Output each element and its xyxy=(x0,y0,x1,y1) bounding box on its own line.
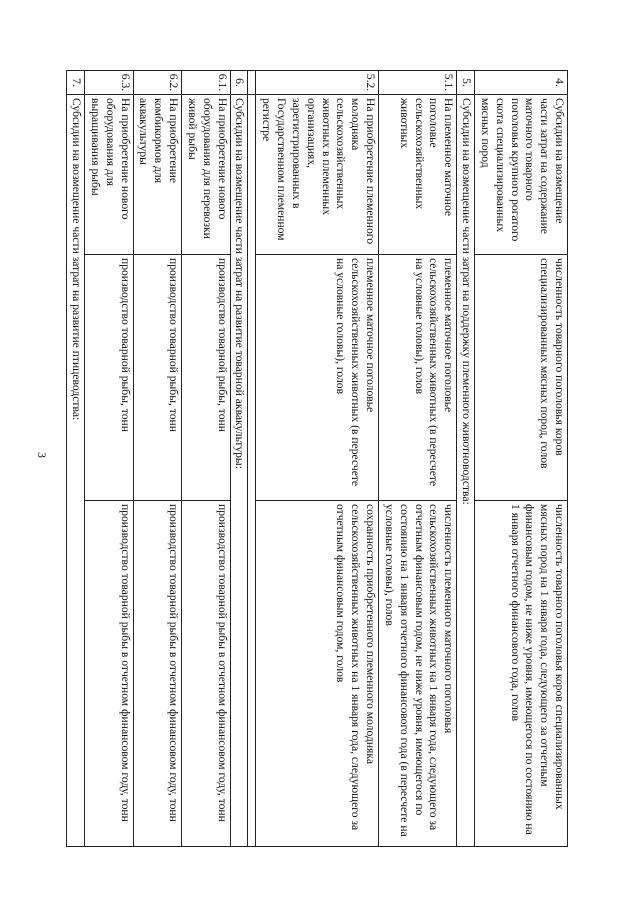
document-table-wrapper xyxy=(66,70,568,846)
section-row xyxy=(230,71,248,847)
blank-cell xyxy=(248,71,256,95)
table-row xyxy=(182,71,230,847)
section-title-cell: Субсидии на возмещение части затрат на развитие птицеводства: xyxy=(67,95,85,847)
result-indicator-cell: производство товарной рыбы в отчетном финансовом году, тонн xyxy=(182,501,230,847)
table-body xyxy=(67,71,568,847)
row-number: 6.1. xyxy=(182,71,230,95)
calculation-base-cell: производство товарной рыбы, тонн xyxy=(133,255,181,501)
table-row xyxy=(85,71,133,847)
result-indicator-cell: сохранность приобретенного племенного молодняка сельскохозяйственных животных на 1 января года, следующего за отчетным финансовым годом, голов xyxy=(256,501,379,847)
blank-cell xyxy=(248,95,256,847)
subsidy-name-cell: На приобретение комбикормов для аквакультуры xyxy=(133,95,181,255)
table-row xyxy=(133,71,181,847)
section-row xyxy=(457,71,475,847)
calculation-base-cell: численность товарного поголовья коров специализированных мясных пород, голов xyxy=(475,255,568,501)
calculation-base-cell: племенное маточное поголовье сельскохозяйственных животных (в пересчете на условные головы), голов xyxy=(256,255,379,501)
calculation-base-cell: производство товарной рыбы, тонн xyxy=(182,255,230,501)
section-number: 5. xyxy=(457,71,475,95)
result-indicator-cell: производство товарной рыбы в отчетном финансовом году, тонн xyxy=(85,501,133,847)
section-title-cell: Субсидии на возмещение части затрат на поддержку племенного животноводства: xyxy=(457,95,475,847)
section-number: 6. xyxy=(230,71,248,95)
calculation-base-cell: производство товарной рыбы, тонн xyxy=(85,255,133,501)
table-row xyxy=(256,71,379,847)
table-row xyxy=(379,71,457,847)
subsidies-table xyxy=(66,70,568,847)
row-number: 6.3. xyxy=(85,71,133,95)
row-number: 5.1. xyxy=(379,71,457,95)
subsidy-name-cell: На племенное маточное поголовье сельскохозяйственных животных xyxy=(379,95,457,255)
section-title-cell: Субсидии на возмещение части затрат на развитие товарной аквакультуры: xyxy=(230,95,248,847)
row-number: 5.2. xyxy=(256,71,379,95)
section-number: 7. xyxy=(67,71,85,95)
result-indicator-cell: численность товарного поголовья коров специализированных мясных пород на 1 января года, следующего за отчетным финансовым годом, не ниже уровня, имеющегося по состоянию на 1 января отчетного финансового года, голов xyxy=(475,501,568,847)
result-indicator-cell: производство товарной рыбы в отчетном финансовом году, тонн xyxy=(133,501,181,847)
table-row xyxy=(475,71,568,847)
section-row xyxy=(67,71,85,847)
result-indicator-cell: численность племенного маточного поголовья сельскохозяйственных животных на 1 января года, следующего за отчетным финансовым годом, не ниже уровня, имеющегося по состоянию на 1 января отчетного финансового года (в пересчете на условные головы), голов xyxy=(379,501,457,847)
blank-row xyxy=(248,71,256,847)
row-number: 4. xyxy=(475,71,568,95)
calculation-base-cell: племенное маточное поголовье сельскохозяйственных животных (в пересчете на условные головы), голов xyxy=(379,255,457,501)
subsidy-name-cell: Субсидии на возмещение части затрат на содержание маточного товарного поголовья крупного рогатого скота специализированных мясных пород xyxy=(475,95,568,255)
subsidy-name-cell: На приобретение нового оборудования для перевозки живой рыбы xyxy=(182,95,230,255)
row-number: 6.2. xyxy=(133,71,181,95)
page-number: 3 xyxy=(35,452,49,458)
subsidy-name-cell: На приобретение нового оборудования для выращивания рыбы xyxy=(85,95,133,255)
subsidy-name-cell: На приобретение племенного молодняка сельскохозяйственных животных в племенных организациях, зарегистрированных в Государственном племенном регистре xyxy=(256,95,379,255)
